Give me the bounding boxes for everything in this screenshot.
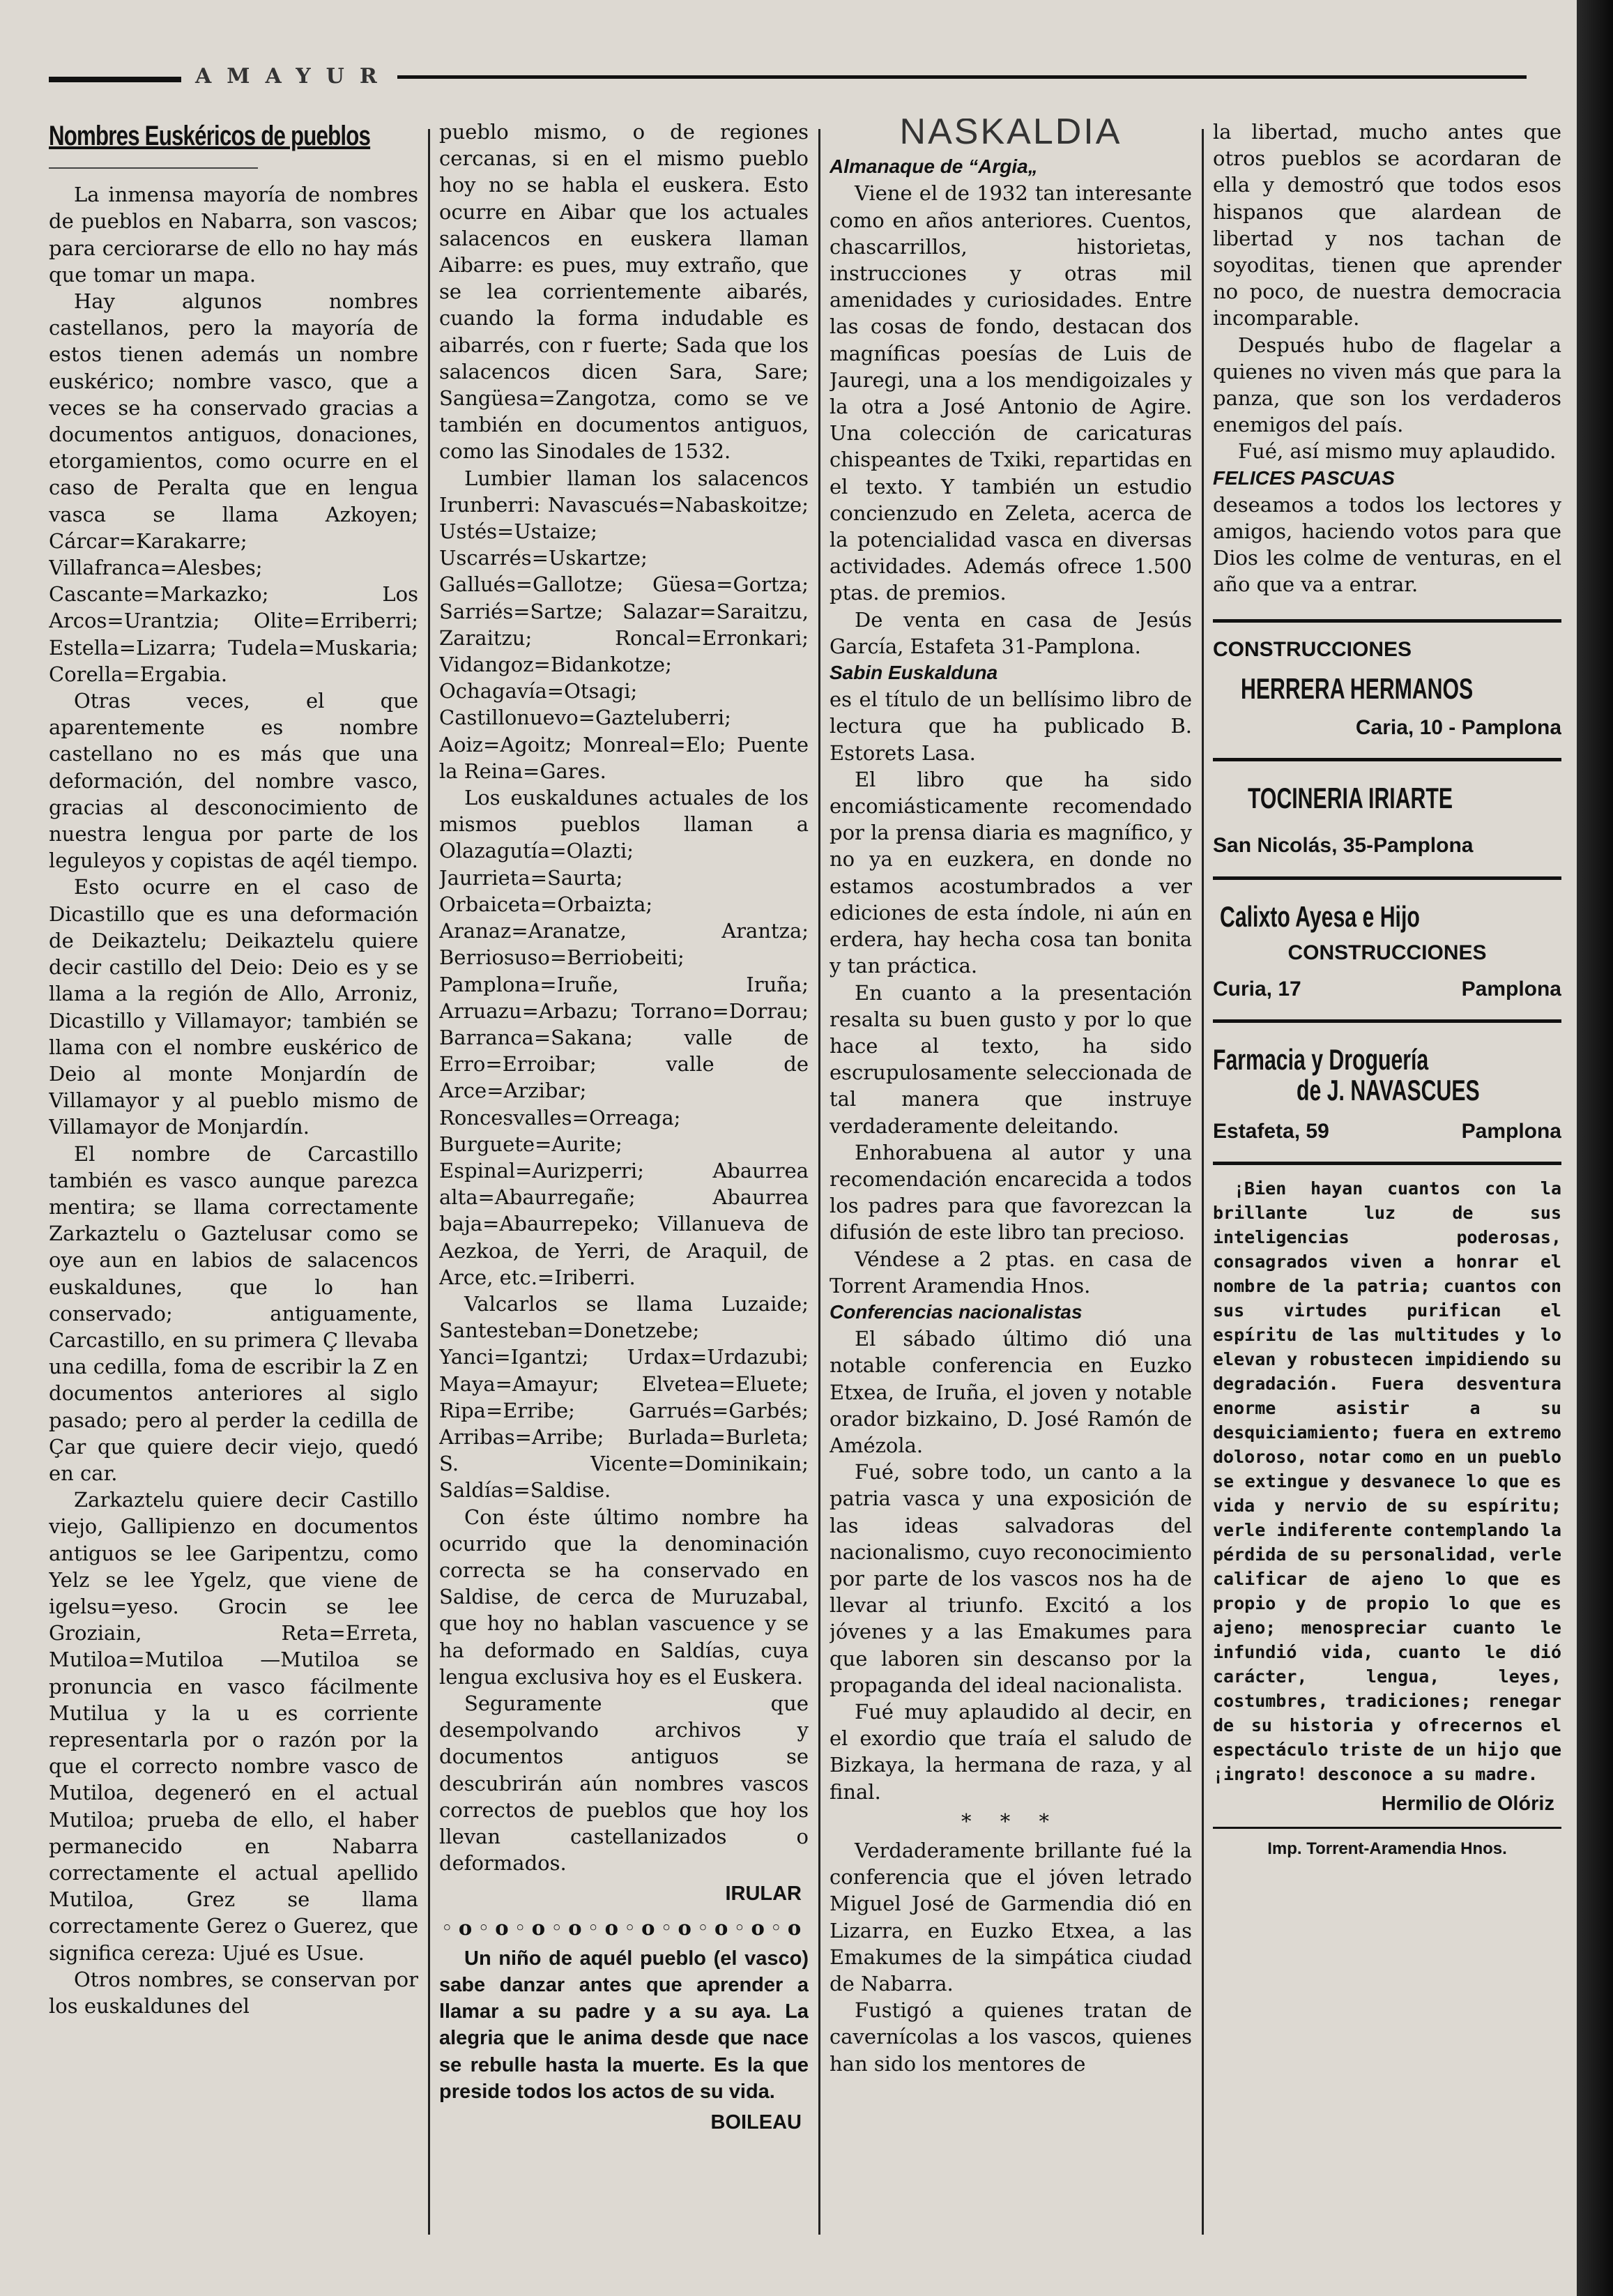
masthead <box>49 61 1527 93</box>
paragraph: Lumbier llaman los salacencos Irunberri: Navascués=Nabaskoitze; Ustés=Ustaize; Uscarrés=Uskartze; Gallués=Gallotze; Güesa=Gortza; Sarriés=Sartze; Salazar=Saraitzu, Zaraitzu; Roncal=Erronkari; Vidangoz=Bidankotze; Ochagavía=Otsagi; Castillonuevo=Gazteluberri; Aoiz=Agoitz; Monreal=Elo; Puente la Reina=Gares. <box>439 466 809 783</box>
article-heading: Nombres Euskéricos de pueblos <box>49 121 371 151</box>
quote-box <box>1213 1162 1561 1817</box>
paragraph: Seguramente que desempolvando archivos y documentos antiguos se descubrirán aún nombres vascos correctos de pueblos que hoy los llevan castellanizados o deformados. <box>439 1691 809 1876</box>
column-divider <box>428 129 430 2235</box>
scan-dark-edge <box>1577 0 1613 2296</box>
paragraph: Fustigó a quienes tratan de cavernícolas a los vascos, quienes han sido los mentores de <box>830 1998 1192 2076</box>
paragraph: pueblo mismo, o de regiones cercanas, si en el mismo pueblo hoy no se habla el euskera. Esto ocurre en Aibar que los actuales salacencos en euskera llaman Aibarre: es pues, muy extraño, que se lea corrientemente aibarés, cuando la forma indudable es aibarrés, con r fuerte; Sada que los salacencos dicen Sara, Sare; Sangüesa=Zangotza, como se ve también en documentos antiguos, como las Sinodales de 1532. <box>439 120 809 464</box>
paragraph: Verdaderamente brillante fué la conferencia que el jóven letrado Miguel José de Garmendia dió en Lizarra, en Euzko Etxea, a las Emakumes de la simpática ciudad de Nabarra. <box>830 1839 1192 1996</box>
column-1 <box>49 119 418 2252</box>
article-signature: IRULAR <box>725 1883 802 1906</box>
masthead-rule-left <box>49 77 181 82</box>
paragraph: Valcarlos se llama Luzaide; Santesteban=Donetzebe; Yanci=Igantzi; Urdax=Urdazubi; Maya=Amayur; Elvetea=Eluete; Ripa=Erribe; Garrués=Garbés; Arribas=Arribe; Burlada=Burleta; S. Vicente=Dominikain; Saldías=Saldise. <box>439 1291 809 1503</box>
ad-address: Caria, 10 - Pamplona <box>1355 716 1561 740</box>
paragraph: Viene el de 1932 tan interesante como en años anteriores. Cuentos, chascarrillos, historietas, instrucciones y otras mil amenidades y curiosidades. Entre las cosas de fondo, destacan dos magníficas poesías de Luis de Jauregi, una a los mendigoizales y la otra a José Antonio de Agire. Una colección de caricaturas chispeantes de Txiki, repartidas en el texto. Y también un estudio concienzudo en Zeleta, acerca de la potencialidad vasca en diversas actividades. Además ofrece 1.500 ptas. de premios. <box>830 181 1192 605</box>
column-divider <box>1202 129 1204 2235</box>
ornament-divider: ◦o◦o◦o◦o◦o◦o◦o◦o◦o◦o <box>441 1915 807 1940</box>
paragraph: Otras veces, el que aparentemente es nombre castellano no es más que una deformación, del nombre vasco, gracias al desconocimiento de nuestra lengua por parte de los leguleyos y copistas de aqél tiempo. <box>49 689 418 873</box>
quote-author: BOILEAU <box>710 2111 802 2134</box>
section-separator: * * * <box>961 1809 1060 1833</box>
paragraph: El nombre de Carcastillo también es vasco aunque parezca mentira; se llama correctamente Zarkaztelu o Gaztelusar como se oye aun en labios de salacencos euskaldunes, que lo han conservado; antiguamente, Carcastillo, en su primera Ç llevaba una cedilla, foma de escribir la Z en documentos anteriores al siglo pasado; pero al perder la cedilla de Çar que quiere decir viejo, quedó en car. <box>49 1141 418 1485</box>
section-heading: NASKALDIA <box>899 119 1122 152</box>
paragraph: El sábado último dió una notable conferencia en Euzko Etxea, de Iruña, el joven y notable orador bizkaino, D. José Ramón de Amézola. <box>830 1327 1192 1457</box>
paragraph: es el título de un bellísimo libro de lectura que ha publicado B. Estorets Lasa. <box>830 687 1192 765</box>
ad-city: Pamplona <box>1461 1119 1561 1143</box>
greeting-title: FELICES PASCUAS <box>1213 466 1395 489</box>
printer-imprint: Imp. Torrent-Aramendia Hnos. <box>1213 1827 1561 1862</box>
paragraph: Los euskaldunes actuales de los mismos pueblos llaman a Olazagutía=Olazti; Jaurrieta=Saurta; Orbaiceta=Orbaizta; Aranaz=Aranatze, Arantza; Berriosuso=Berriobeiti; Pamplona=Iruñe, Iruña; Arruazu=Arbazu; Torrano=Dorrau; Barranca=Sakana; valle de Erro=Erroibar; valle de Arce=Arzibar; Roncesvalles=Orreaga; Burguete=Aurite; Espinal=Aurizperri; Abaurrea alta=Abaurregañe; Abaurrea baja=Abaurrepeko; Villanueva de Aezkoa, de Yerri, de Araquil, de Arce, etc.=Iriberri. <box>439 786 809 1289</box>
ad-line: CONSTRUCCIONES <box>1213 637 1412 661</box>
paragraph: Fué, así mismo muy aplaudido. <box>1238 439 1557 464</box>
ad-address: San Nicolás, 35-Pamplona <box>1213 834 1474 858</box>
column-2 <box>439 119 809 2252</box>
quote-text: Un niño de aquél pueblo (el vasco) sabe danzar antes que aprender a llamar a su padre y a su aya. La alegria que le anima desde que nace se rebulle hasta la muerte. Es la que preside todos los actos de su vida. <box>439 1947 809 2103</box>
ad-name: TOCINERIA IRIARTE <box>1248 782 1453 815</box>
column-4 <box>1213 119 1561 2252</box>
ad-name: Calixto Ayesa e Hijo <box>1220 899 1420 933</box>
advertisement <box>1213 758 1561 876</box>
ad-line: CONSTRUCCIONES <box>1287 941 1487 964</box>
paragraph: Esto ocurre en el caso de Dicastillo que es una deformación de Deikaztelu; Deikaztelu quiere decir castillo del Deio: Deio es y se llama a la región de Allo, Arroniz, Dicastillo y Villamayor; también se llama con el nombre euskérico de Deio al monte Monjardín de Villamayor y al pueblo mismo de Villamayor de Monjardín. <box>49 875 418 1139</box>
column-divider <box>818 129 820 2235</box>
ad-name: de J. NAVASCUES <box>1297 1074 1480 1107</box>
paragraph: Con éste último nombre ha ocurrido que la denominación correcta se ha conservado en Saldise, de cerca de Muruzabal, que hoy no hablan vascuence y se ha deformado en Saldías, cuya lengua exclusiva hoy es el Euskera. <box>439 1505 809 1689</box>
masthead-title: AMAYUR <box>195 64 392 89</box>
ad-address: Estafeta, 59 <box>1213 1119 1329 1143</box>
subsection-title: Conferencias nacionalistas <box>830 1300 1083 1323</box>
paragraph: Zarkaztelu quiere decir Castillo viejo, Gallipienzo en documentos antiguos se lee Garipentzu, como Yelz se lee Ygelz, que viene de igelsu=yeso. Grocin se lee Groziain, Reta=Erreta, Mutiloa=Mutiloa —Mutiloa se pronuncia en vasco fácilmente Mutilua y la u es corriente representarla por o razón por la que el correcto nombre vasco de Mutiloa, degeneró en el actual Mutiloa; prueba de ello, el haber permanecido en Nabarra correctamente el actual apellido Mutiloa, Grez se llama correctamente Gerez o Guerez, que significa cereza: Ujué es Usue. <box>49 1488 418 1965</box>
paragraph: La inmensa mayoría de nombres de pueblos en Nabarra, son vascos; para cerciorarse de ello no hay más que tomar un mapa. <box>49 183 418 287</box>
advertisement <box>1213 876 1561 1020</box>
paragraph: la libertad, mucho antes que otros pueblos se acordaran de ella y demostró que todos esos hispanos que alardean de libertad y nos tachan de soyoditas, tienen que aprender no poco, de nuestra democracia incomparable. <box>1213 120 1561 330</box>
ad-name: HERRERA HERMANOS <box>1241 671 1474 705</box>
subsection-title: Almanaque de “Argia„ <box>830 155 1038 178</box>
ad-address: Curia, 17 <box>1213 978 1301 1001</box>
column-3 <box>830 119 1192 2252</box>
quote-text: ¡Bien hayan cuantos con la brillante luz de sus inteligencias poderosas, consagrados viven a honrar el nombre de la patria; cuantos con sus virtudes purifican el espíritu de las multitudes y lo elevan y robustecen impidiendo su degradación. Fuera desventura enorme asistir a su desquiciamiento; fuera en extremo doloroso, notar como en un pueblo se extingue y desvanece lo que es vida y nervio de su espíritu; verle indiferente contemplando la pérdida de su personalidad, verle calificar de ajeno lo que es propio y de propio lo que es ajeno; menospreciar cuanto le infundió vida, cuanto le dió carácter, lengua, leyes, costumbres, tradiciones; renegar de su historia y ofrecernos el espectáculo triste de un hijo que ¡ingrato! desconoce a su madre. <box>1213 1178 1561 1784</box>
paragraph: El libro que ha sido encomiásticamente recomendado por la prensa diaria es magnífico, y no ya en euzkera, en donde no estamos acostumbrados a ver ediciones de esta índole, ni aún en erdera, hay hecha cosa tan bonita y tan práctica. <box>830 767 1192 978</box>
paragraph: Después hubo de flagelar a quienes no viven más que para la panza, que son los verdaderos enemigos del país. <box>1213 333 1561 437</box>
paragraph: Fué, sobre todo, un canto a la patria vasca y una exposición de las ideas salvadoras del nacionalismo, cuyo reconocimiento por parte de los vascos nos ha de llevar al triunfo. Excitó a los jóvenes y a las Emakumes para que laboren sin descanso por la propaganda del ideal nacionalista. <box>830 1460 1192 1697</box>
paragraph: Otros nombres, se conservan por los euskaldunes del <box>49 1967 418 2018</box>
greeting-text: deseamos a todos los lectores y amigos, haciendo votos para que Dios les colme de venturas, en el año que va a entrar. <box>1213 492 1561 597</box>
paragraph: Véndese a 2 ptas. en casa de Torrent Aramendia Hnos. <box>830 1247 1192 1298</box>
paragraph: Hay algunos nombres castellanos, pero la mayoría de estos tienen además un nombre euskérico; nombre vasco, que a veces se ha conservado gracias a documentos antiguos, donaciones, etorgamientos, como ocurre en el caso de Peralta que en lengua vasca se llama Azkoyen; Cárcar=Karakarre; Villafranca=Alesbes; Cascante=Markazko; Los Arcos=Urantzia; Olite=Erriberri; Estella=Lizarra; Tudela=Muskaria; Corella=Ergabia. <box>49 289 418 686</box>
ad-name: Farmacia y Droguería <box>1213 1043 1429 1077</box>
subsection-title: Sabin Euskalduna <box>830 662 998 684</box>
paragraph: Fué muy aplaudido al decir, en el exordio que traía el saludo de Bizkaya, la hermana de raza, y al final. <box>830 1699 1192 1804</box>
paragraph: De venta en casa de Jesús García, Estafeta 31-Pamplona. <box>830 607 1192 658</box>
heading-underline <box>49 153 258 169</box>
masthead-rule-right <box>397 75 1527 79</box>
advertisement <box>1213 619 1561 759</box>
quote-author: Hermilio de Olóriz <box>1381 1792 1554 1815</box>
paragraph: Enhorabuena al autor y una recomendación encarecida a todos los padres para que favorezcan la difusión de este libro tan precioso. <box>830 1140 1192 1245</box>
ad-city: Pamplona <box>1461 978 1561 1001</box>
advertisement <box>1213 1019 1561 1162</box>
paragraph: En cuanto a la presentación resalta su buen gusto y por lo que hace al texto, ha sido escrupulosamente seleccionada de tal manera que instruye verdaderamente deleitando. <box>830 980 1192 1138</box>
